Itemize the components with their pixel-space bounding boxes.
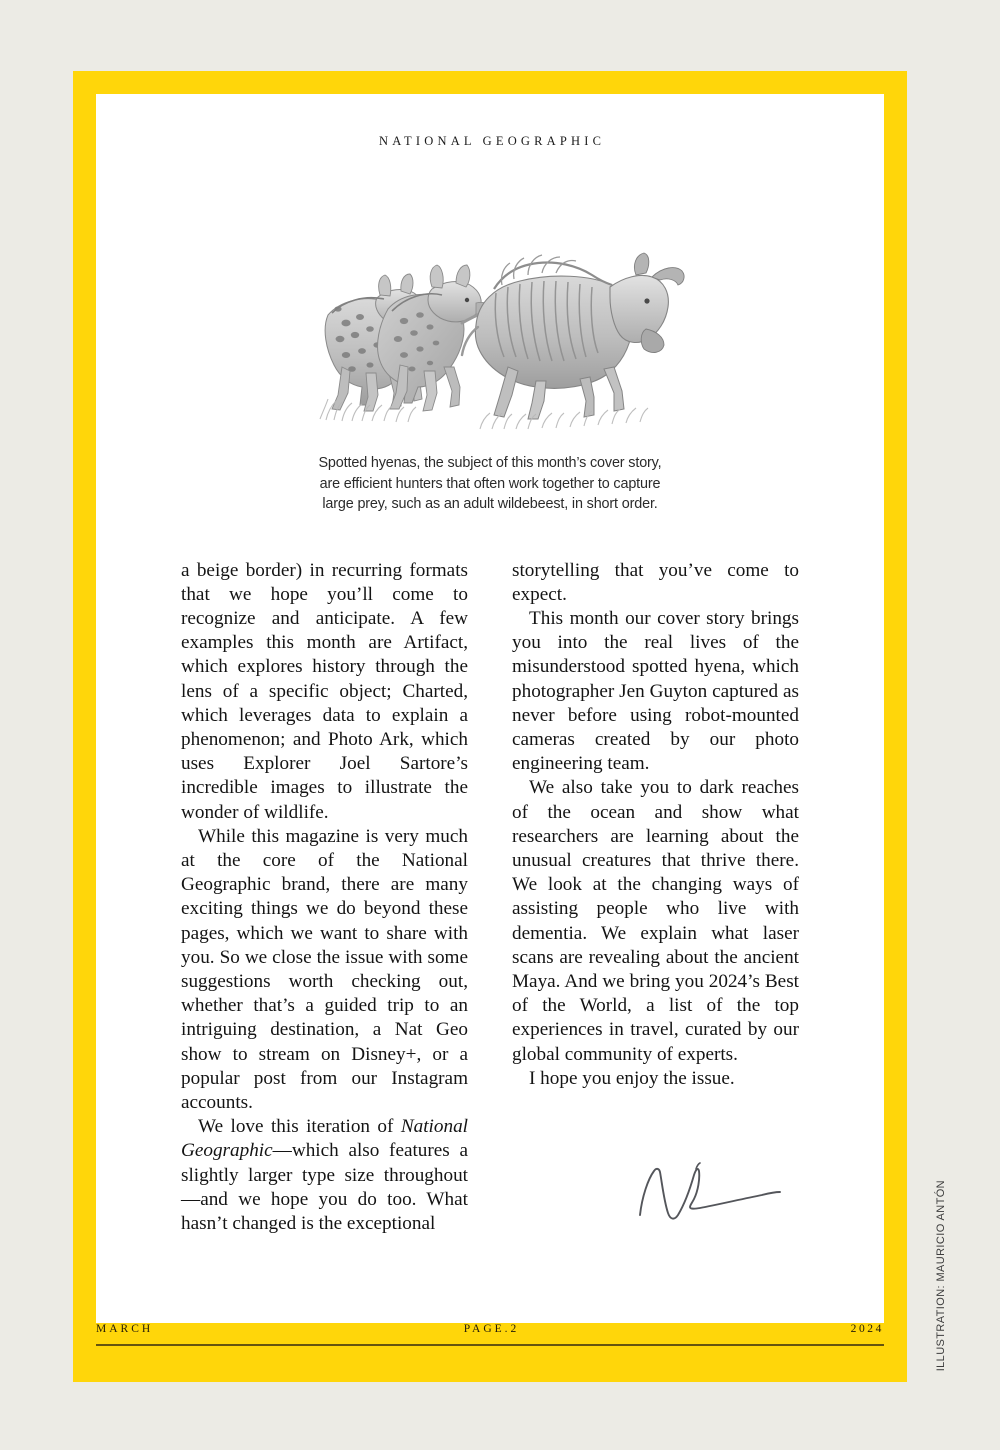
- paragraph-with-italic: [181, 1115, 468, 1236]
- article-column-right: [512, 559, 799, 1237]
- paragraph: This month our cover story brings you into the real lives of the misunderstood spotted hyena, which photographer Jen Guyton captured as never before using robot-mounted cameras created by our photo engineering team.: [512, 607, 799, 775]
- footer-year: 2024: [850, 1323, 884, 1335]
- paragraph: a beige border) in recurring formats that we hope you’ll come to recognize and anticipate. A few examples this month are Artifact, which explores history through the lens of a specific object; Charted, which leverages data to explain a phenomenon; and Photo Ark, which uses Explorer Joel Sartore’s incredible images to illustrate the wonder of wildlife.: [181, 559, 468, 823]
- caption-line-3: large prey, such as an adult wildebeest, in short order.: [322, 496, 658, 512]
- article-body: [181, 559, 799, 1237]
- illustration-caption: [245, 453, 735, 515]
- caption-line-1: Spotted hyenas, the subject of this month’s cover story,: [318, 455, 662, 471]
- hyena-wildebeest-illustration: [96, 187, 884, 437]
- paragraph-text-after-italic: —which also features a slightly larger type size throughout—and we hope you do too. What hasn’t changed is the exceptional: [181, 1140, 468, 1234]
- illustration-credit: ILLUSTRATION: MAURICIO ANTÓN: [935, 1180, 947, 1372]
- wildebeest-figure: [462, 253, 684, 419]
- footer-month: MARCH: [96, 1323, 154, 1335]
- page-footer: [96, 1323, 884, 1361]
- editor-signature: [512, 1149, 799, 1229]
- paragraph: I hope you enjoy the issue.: [529, 1067, 735, 1089]
- paragraph-text-before-italic: We love this iteration of: [198, 1116, 401, 1138]
- paragraph: storytelling that you’ve come to expect.: [512, 559, 799, 605]
- paragraph: While this magazine is very much at the core of the National Geographic brand, there are many exciting things we do beyond these pages, which we want to share with you. So we close the issue with some suggestions worth checking out, whether that’s a guided trip to an intriguing destination, a Nat Geo show to stream on Disney+, or a popular post from our Instagram accounts.: [181, 825, 468, 1113]
- paragraph: We also take you to dark reaches of the ocean and show what researchers are learning about the unusual creatures that thrive there. We look at the changing ways of assisting people who live with dementia. We explain what laser scans are revealing about the ancient Maya. And we bring you 2024’s Best of the World, a list of the top experiences in travel, curated by our global community of experts.: [512, 777, 799, 1065]
- magazine-page-content: [96, 94, 884, 1323]
- magazine-page-yellow-border: [73, 71, 907, 1382]
- italic-magazine-title: National Geographic: [181, 1116, 468, 1162]
- article-column-left: [181, 559, 468, 1237]
- page-title: NATIONAL GEOGRAPHIC: [378, 134, 606, 148]
- footer-page-number: PAGE.2: [463, 1323, 520, 1335]
- caption-line-2: are efficient hunters that often work together to capture: [319, 475, 661, 492]
- footer-divider: [96, 1344, 884, 1346]
